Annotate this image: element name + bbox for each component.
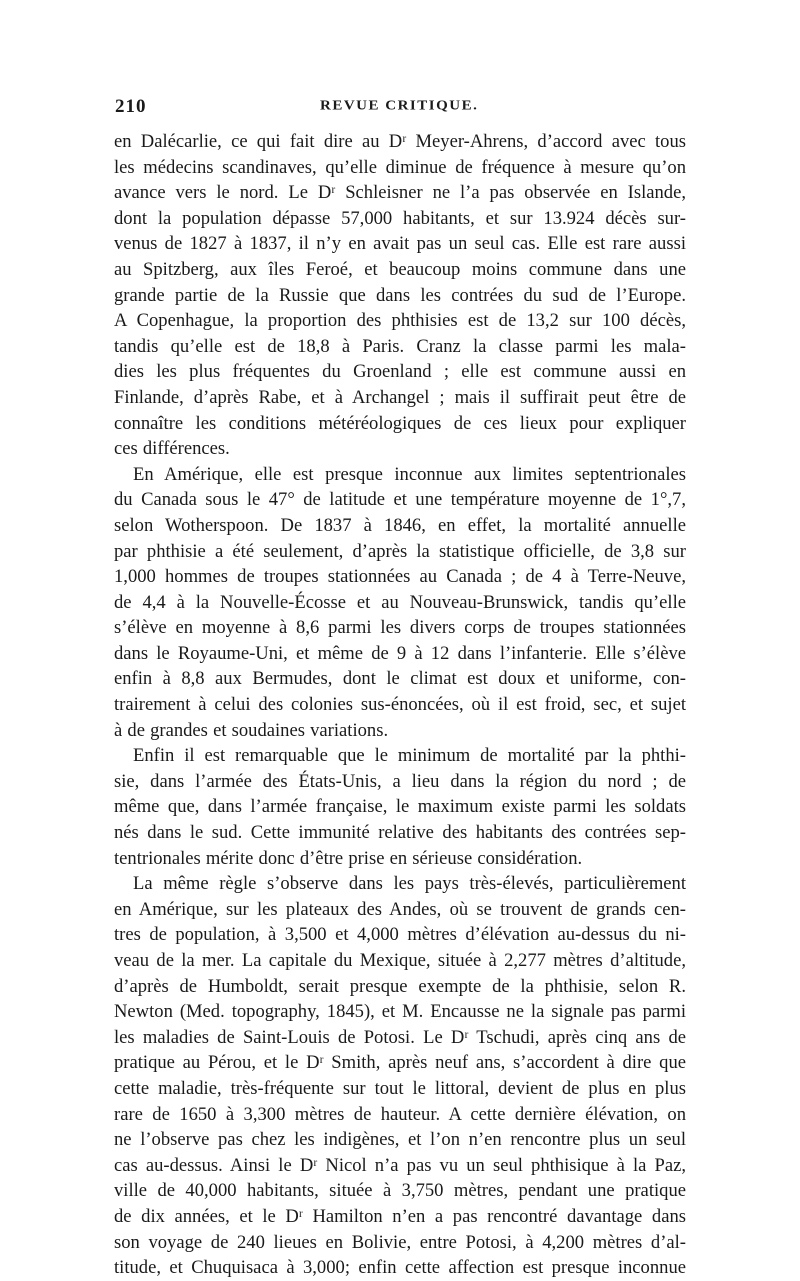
text-line: veau de la mer. La capitale du Mexique, située à 2,277 mètres d’altitude,: [114, 950, 686, 971]
body-text: [114, 129, 686, 1281]
text-line: avance vers le nord. Le Dʳ Schleisner ne l’a pas observée en Islande,: [114, 182, 686, 204]
text-line: Newton (Med. topography, 1845), et M. Encausse ne la signale pas parmi: [114, 1001, 686, 1023]
text-line: 1,000 hommes de troupes stationnées au Canada ; de 4 à Terre-Neuve,: [114, 566, 686, 588]
text-line: d’après de Humboldt, serait presque exempte de la phthisie, selon R.: [114, 975, 686, 997]
text-line: les maladies de Saint-Louis de Potosi. Le Dʳ Tschudi, après cinq ans de: [114, 1026, 686, 1048]
text-line: En Amérique, elle est presque inconnue aux limites septentrionales: [133, 463, 686, 485]
text-line: titude, et Chuquisaca à 3,000; enfin cette affection est presque inconnue: [114, 1257, 686, 1279]
text-line: rare de 1650 à 3,300 mètres de hauteur. A cette dernière élévation, on: [114, 1103, 686, 1125]
page-header: [115, 96, 685, 120]
text-line: tentrionales mérite donc d’être prise en sérieuse considération.: [114, 847, 583, 869]
text-line: son voyage de 240 lieues en Bolivie, entre Potosi, à 4,200 mètres d’al-: [114, 1231, 686, 1253]
text-line: au Spitzberg, aux îles Feroé, et beaucoup moins commune dans une: [114, 258, 686, 280]
text-line: nés dans le sud. Cette immunité relative des habitants des contrées sep-: [114, 822, 686, 844]
text-line: cas au-dessus. Ainsi le Dʳ Nicol n’a pas vu un seul phthisique à la Paz,: [114, 1154, 686, 1176]
text-line: venus de 1827 à 1837, il n’y en avait pas un seul cas. Elle est rare aussi: [114, 233, 686, 255]
text-line: La même règle s’observe dans les pays très-élevés, particulièrement: [133, 873, 686, 895]
text-line: même que, dans l’armée française, le maximum existe parmi les soldats: [114, 796, 686, 818]
text-line: du Canada sous le 47° de latitude et une température moyenne de 1°,7,: [114, 489, 686, 511]
text-line: ne l’observe pas chez les indigènes, et l’on n’en rencontre plus un seul: [114, 1129, 686, 1151]
text-line: en Amérique, sur les plateaux des Andes, où se trouvent de grands cen-: [114, 898, 686, 920]
text-line: Finlande, d’après Rabe, et à Archangel ; mais il suffirait peut être de: [114, 386, 686, 408]
text-line: enfin à 8,8 aux Bermudes, dont le climat est doux et uniforme, con-: [114, 668, 686, 690]
page-number: 210: [115, 96, 147, 117]
text-line: connaître les conditions météréologiques de ces lieux pour expliquer: [114, 412, 686, 434]
text-line: sie, dans l’armée des États-Unis, a lieu dans la région du nord ; de: [114, 770, 686, 792]
text-line: tandis qu’elle est de 18,8 à Paris. Cranz la classe parmi les mala-: [114, 335, 686, 357]
text-line: de dix années, et le Dʳ Hamilton n’en a pas rencontré davantage dans: [114, 1205, 686, 1227]
text-line: ville de 40,000 habitants, située à 3,750 mètres, pendant une pratique: [114, 1180, 686, 1202]
text-line: à de grandes et soudaines variations.: [114, 719, 389, 741]
text-line: tres de population, à 3,500 et 4,000 mètres d’élévation au-dessus du ni-: [114, 924, 686, 946]
text-line: A Copenhague, la proportion des phthisies est de 13,2 sur 100 décès,: [114, 310, 686, 332]
text-line: grande partie de la Russie que dans les contrées du sud de l’Europe.: [114, 284, 686, 306]
text-line: selon Wotherspoon. De 1837 à 1846, en effet, la mortalité annuelle: [114, 514, 686, 536]
text-line: en Dalécarlie, ce qui fait dire au Dʳ Meyer-Ahrens, d’accord avec tous: [114, 131, 686, 152]
running-title: REVUE CRITIQUE.: [320, 98, 479, 114]
text-line: de 4,4 à la Nouvelle-Écosse et au Nouveau-Brunswick, tandis qu’elle: [114, 591, 686, 613]
text-line: s’élève en moyenne à 8,6 parmi les divers corps de troupes stationnées: [114, 617, 686, 639]
text-line: Enfin il est remarquable que le minimum de mortalité par la phthi-: [133, 745, 686, 767]
text-line: dies les plus fréquentes du Groenland ; elle est commune aussi en: [114, 361, 686, 383]
text-line: dans le Royaume-Uni, et même de 9 à 12 dans l’infanterie. Elle s’élève: [114, 642, 686, 664]
text-line: cette maladie, très-fréquente sur tout le littoral, devient de plus en plus: [114, 1077, 686, 1099]
text-line: par phthisie a été seulement, d’après la statistique officielle, de 3,8 sur: [114, 540, 686, 562]
text-line: les médecins scandinaves, qu’elle diminue de fréquence à mesure qu’on: [114, 156, 686, 178]
text-line: pratique au Pérou, et le Dʳ Smith, après neuf ans, s’accordent à dire que: [114, 1052, 686, 1074]
text-line: ces différences.: [114, 438, 230, 460]
text-line: dont la population dépasse 57,000 habitants, et sur 13.924 décès sur-: [114, 207, 686, 229]
text-line: trairement à celui des colonies sus-énoncées, où il est froid, sec, et sujet: [114, 694, 686, 716]
